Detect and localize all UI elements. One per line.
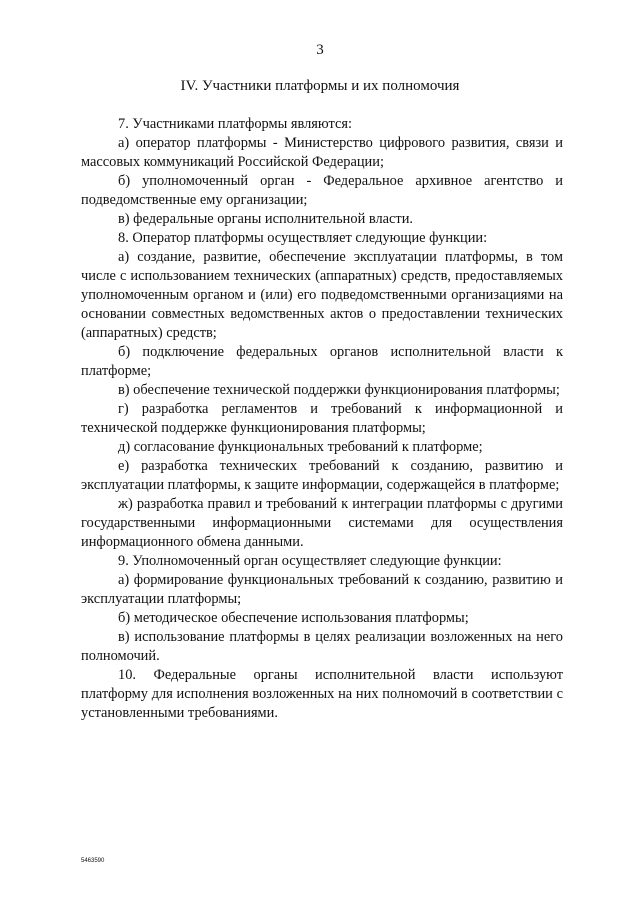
paragraph-8: 8. Оператор платформы осуществляет следующие функции: <box>118 230 488 246</box>
paragraph-9a: а) формирование функциональных требований к созданию, развитию и эксплуатации платформы; <box>81 572 563 607</box>
page-number: 3 <box>316 42 324 58</box>
document-body <box>81 115 563 723</box>
paragraph-9: 9. Уполномоченный орган осуществляет следующие функции: <box>118 553 502 569</box>
paragraph-9b: б) методическое обеспечение использования платформы; <box>118 610 469 626</box>
paragraph-8v: в) обеспечение технической поддержки функционирования платформы; <box>118 382 560 398</box>
paragraph-8e: е) разработка технических требований к созданию, развитию и эксплуатации платформы, к защите информации, содержащейся в платформе; <box>81 458 563 493</box>
paragraph-8d: д) согласование функциональных требований к платформе; <box>118 439 483 455</box>
paragraph-8a: а) создание, развитие, обеспечение эксплуатации платформы, в том числе с использованием технических (аппаратных) средств, предоставляемых уполномоченным органом и (или) его подведомственными организациями на основании совместных ведомственных актов о предоставлении технических (аппаратных) средств; <box>81 249 563 341</box>
paragraph-9v: в) использование платформы в целях реализации возложенных на него полномочий. <box>81 629 563 664</box>
paragraph-8b: б) подключение федеральных органов исполнительной власти к платформе; <box>81 344 563 379</box>
paragraph-7: 7. Участниками платформы являются: <box>118 116 352 132</box>
paragraph-7v: в) федеральные органы исполнительной власти. <box>118 211 414 227</box>
paragraph-8zh: ж) разработка правил и требований к интеграции платформы с другими государственными информационными системами для осуществления информационного обмена данными. <box>81 496 563 550</box>
paragraph-10: 10. Федеральные органы исполнительной власти используют платформу для исполнения возложенных на них полномочий в соответствии с установленными требованиями. <box>81 667 563 721</box>
paragraph-8g: г) разработка регламентов и требований к информационной и технической поддержке функционирования платформы; <box>81 401 563 436</box>
section-title: IV. Участники платформы и их полномочия <box>180 78 460 94</box>
document-id: 5463590 <box>81 858 105 864</box>
paragraph-7b: б) уполномоченный орган - Федеральное архивное агентство и подведомственные ему организации; <box>81 173 563 208</box>
paragraph-7a: а) оператор платформы - Министерство цифрового развития, связи и массовых коммуникаций Российской Федерации; <box>81 135 563 170</box>
